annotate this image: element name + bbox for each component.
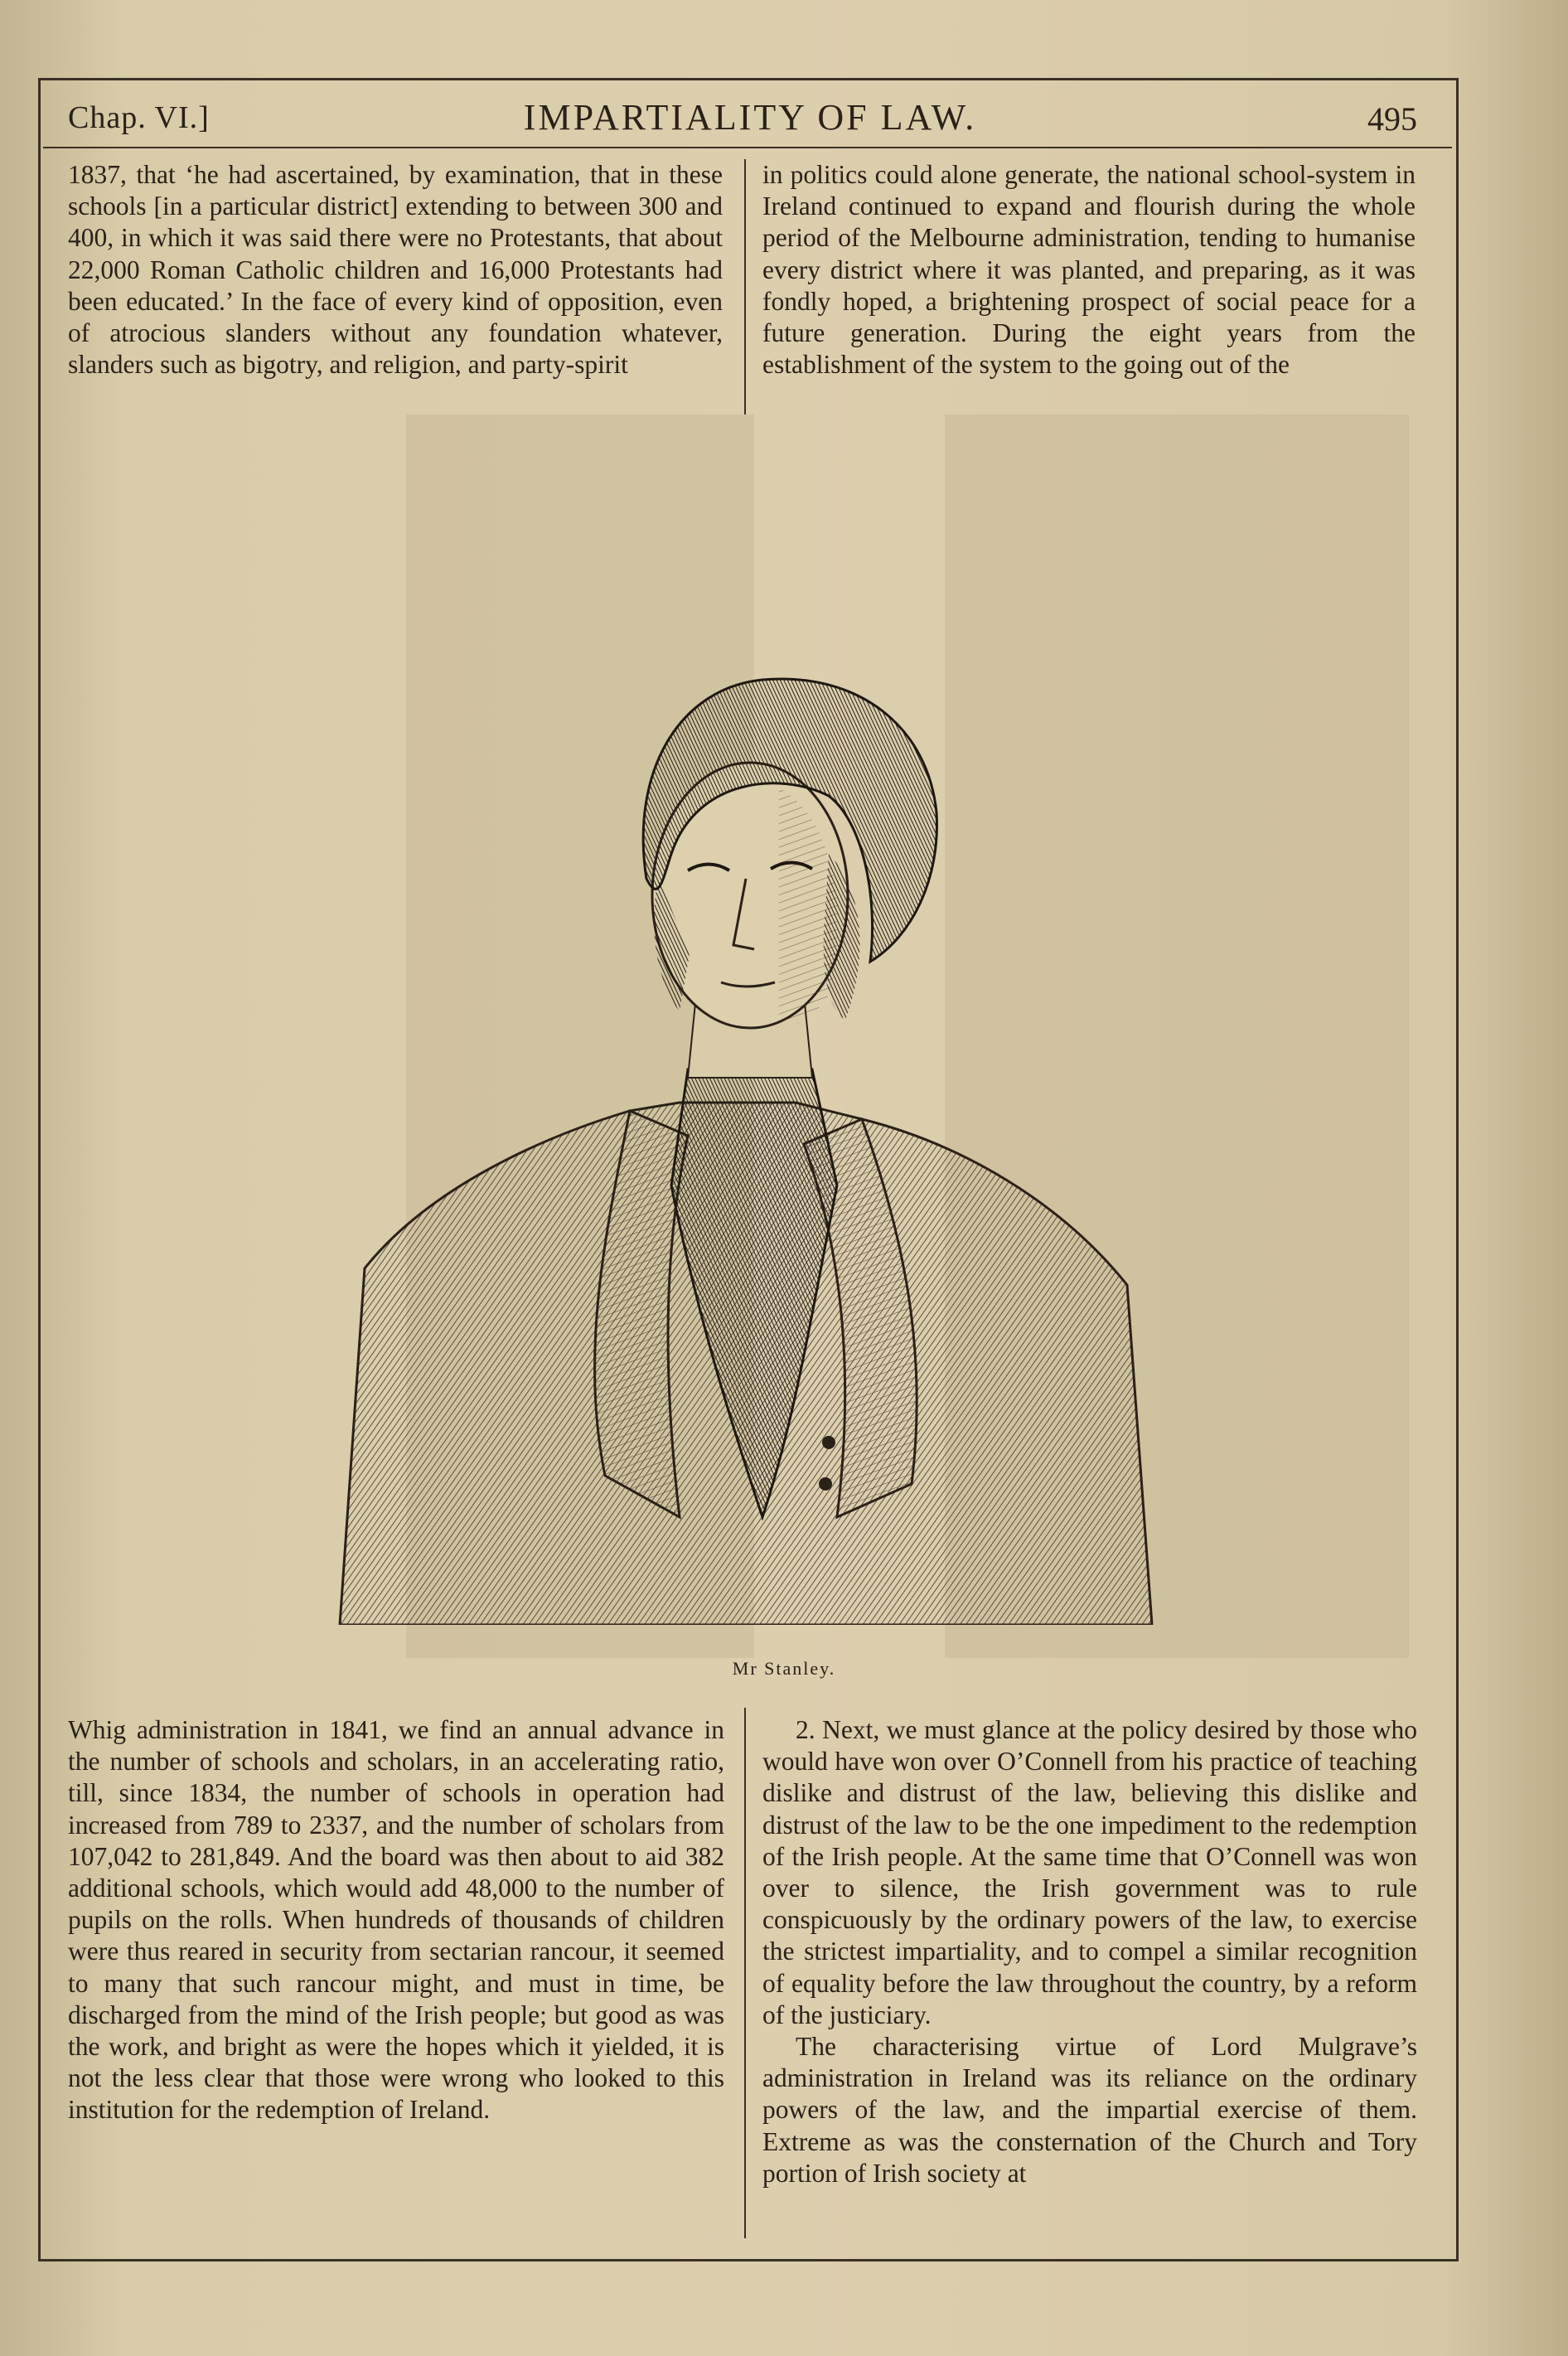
- paragraph: 1837, that ‘he had ascertained, by examination, that in these schools [in a particular district] extending to between 300 and 400, in which it was said there were no Protestants, that about 22,000 Roman Catholic children and 16,000 Protestants had been educated.’ In the face of every kind of opposition, even of atrocious slanders without any foundation whatever, slanders such as bigotry, and religion, and party-spirit: [68, 160, 723, 380]
- button: [822, 1436, 835, 1449]
- paragraph: Whig administration in 1841, we find an annual advance in the number of schools and scholars, in an accelerating ratio, till, since 1834, the number of schools in operation had increased from 789 to 2337, and the number of scholars from 107,042 to 281,849. And the board was then about to aid 382 additional schools, which would add 48,000 to the number of pupils on the rolls. When hundreds of thousands of children were thus reared in security from sectarian rancour, it seemed to many that such rancour might, and must in time, be discharged from the mind of the Irish people; but good as was the work, and bright as were the hopes which it yielded, it is not the less clear that those were wrong who looked to this institution for the redemption of Ireland.: [68, 1715, 724, 2125]
- button: [819, 1477, 832, 1491]
- paragraph: in politics could alone generate, the national school-system in Ireland continued to expand and flourish during the whole period of the Melbourne administration, tending to humanise every district where it was planted, and preparing, as it was fondly hoped, a brightening prospect of social peace for a future generation. During the eight years from the establishment of the system to the going out of the: [762, 160, 1416, 380]
- portrait-engraving: [332, 605, 1160, 1625]
- chapter-label: Chap. VI.]: [68, 100, 210, 135]
- paragraph: The characterising virtue of Lord Mulgrave’s administration in Ireland was its reliance on the ordinary powers of the law, and the impartial exercise of them. Extreme as was the consternation of the Church and Tory portion of Irish society at: [762, 2032, 1417, 2188]
- bottom-column-divider: [744, 1708, 746, 2238]
- portrait-caption: Mr Stanley.: [732, 1658, 836, 1679]
- paragraph: 2. Next, we must glance at the policy desired by those who would have won over O’Connell from his practice of teaching dislike and distrust of the law, believing this dislike and distrust of the law to be the one impediment to the redemption of the Irish people. At the same time that O’Connell was won over to silence, the Irish government was to rule conspicuously by the ordinary powers of the law, to exercise the strictest impartiality, and to compel a similar recognition of equality before the law throughout the country, by a reform of the justiciary.: [762, 1715, 1417, 2029]
- text-column-bottom-left: [68, 1714, 724, 2126]
- page-number: 495: [1367, 100, 1417, 138]
- page-title: IMPARTIALITY OF LAW.: [523, 97, 977, 138]
- sideburn: [824, 854, 860, 1020]
- text-column-bottom-right: [762, 1714, 1417, 2189]
- text-column-top-left: [68, 159, 723, 381]
- running-header: [50, 90, 1450, 144]
- text-column-top-right: [762, 159, 1416, 381]
- top-column-divider: [744, 159, 746, 414]
- header-rule: [43, 147, 1452, 148]
